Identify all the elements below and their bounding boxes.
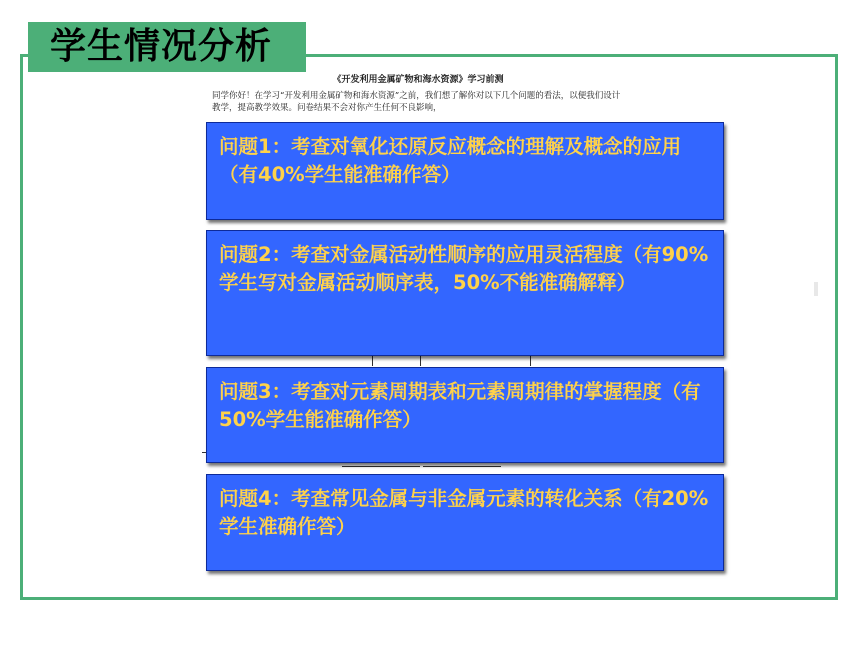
edge-mark (814, 282, 818, 296)
document-title: 《开发利用金属矿物和海水资源》学习前测 (332, 75, 504, 85)
page-title: 学生情况分析 (28, 22, 306, 72)
question-2-text: 问题2：考查对金属活动性顺序的应用灵活程度（有90%学生写对金属活动顺序表，50%不能准确解释） (219, 243, 709, 294)
question-box-4 (206, 474, 724, 571)
question-box-3 (206, 367, 724, 463)
question-box-2 (206, 230, 724, 356)
question-box-1 (206, 122, 724, 220)
document-intro: 同学你好！在学习“开发利用金属矿物和海水资源”之前，我们想了解你对以下几个问题的看法，以便我们设计教学，提高教学效果。问卷结果不会对你产生任何不良影响， (212, 91, 621, 113)
question-1-text: 问题1：考查对氧化还原反应概念的理解及概念的应用（有40%学生能准确作答） (219, 135, 682, 186)
question-3-text: 问题3：考查对元素周期表和元素周期律的掌握程度（有50%学生能准确作答） (219, 380, 701, 431)
question-4-text: 问题4：考查常见金属与非金属元素的转化关系（有20%学生准确作答） (219, 487, 709, 538)
